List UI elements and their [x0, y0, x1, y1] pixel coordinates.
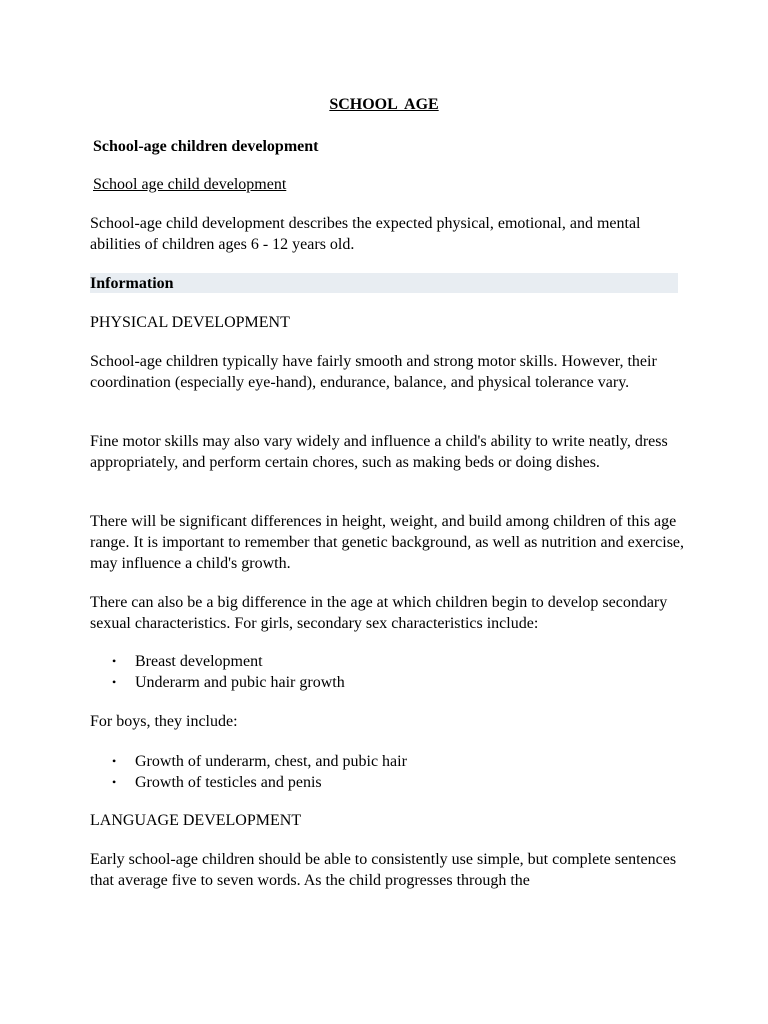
list-item-text: Growth of testicles and penis — [135, 774, 322, 791]
information-label: Information — [90, 275, 174, 292]
physical-paragraph-2: Fine motor skills may also vary widely and influence a child's ability to write neatly, dress appropriately, and perform certain chores, such as making beds or doing dishes. — [90, 433, 668, 471]
document-heading: School-age children development — [93, 138, 319, 155]
physical-paragraph-4: There can also be a big difference in the age at which children begin to develop secondary sexual characteristics. For girls, secondary sex characteristics include: — [90, 594, 668, 632]
bullet-icon: • — [112, 754, 117, 768]
list-item — [90, 672, 345, 693]
intro-paragraph: School-age child development describes the expected physical, emotional, and mental abilities of children ages 6 - 12 years old. — [90, 215, 641, 253]
list-item — [90, 772, 407, 793]
document-subheading: School age child development — [93, 176, 287, 193]
physical-development-heading: PHYSICAL DEVELOPMENT — [90, 314, 290, 331]
language-paragraph-1: Early school-age children should be able to consistently use simple, but complete sentences that average five to seven words. As the child progresses through the — [90, 851, 677, 889]
information-section-bar — [90, 273, 678, 293]
list-item-text: Breast development — [135, 653, 263, 670]
list-item-text: Underarm and pubic hair growth — [135, 674, 345, 691]
bullet-icon: • — [112, 654, 117, 668]
list-item — [90, 751, 407, 772]
boys-intro: For boys, they include: — [90, 713, 238, 730]
physical-paragraph-3: There will be significant differences in height, weight, and build among children of this age range. It is important to remember that genetic background, as well as nutrition and exercise, may influence a child's growth. — [90, 513, 685, 572]
girls-characteristics-list — [90, 651, 345, 693]
physical-paragraph-1: School-age children typically have fairly smooth and strong motor skills. However, their coordination (especially eye-hand), endurance, balance, and physical tolerance vary. — [90, 353, 657, 391]
boys-characteristics-list — [90, 751, 407, 793]
language-development-heading: LANGUAGE DEVELOPMENT — [90, 812, 302, 829]
document-title: SCHOOL AGE — [329, 96, 439, 113]
list-item-text: Growth of underarm, chest, and pubic hair — [135, 753, 407, 770]
bullet-icon: • — [112, 675, 117, 689]
list-item — [90, 651, 345, 672]
bullet-icon: • — [112, 775, 117, 789]
